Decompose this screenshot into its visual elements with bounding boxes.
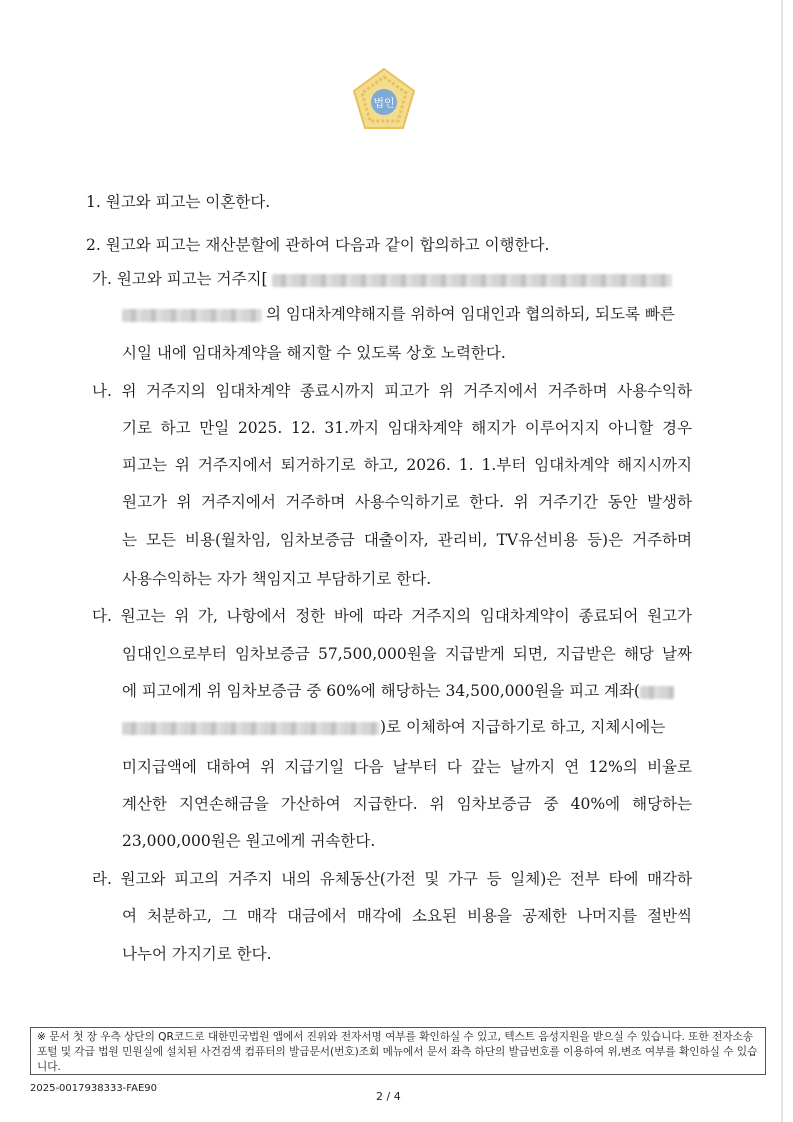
item-na-line-1: 나. 위 거주지의 임대차계약 종료시까지 피고가 위 거주지에서 거주하며 사용수익하	[92, 382, 692, 400]
item-2: 2. 원고와 피고는 재산분할에 관하여 다음과 같이 합의하고 이행한다.	[86, 236, 550, 254]
item-ra-line-2: 여 처분하고, 그 매각 대금에서 매각에 소요된 비용을 공제한 나머지를 절반씩	[122, 907, 692, 925]
redacted-bank	[640, 686, 674, 699]
page-number: 2 / 4	[376, 1090, 401, 1103]
item-da-line-3	[122, 681, 674, 701]
item-ga-text-1: 가. 원고와 피고는 거주지[	[92, 270, 268, 288]
item-ra-line-1: 라. 원고와 피고의 거주지 내의 유체동산(가전 및 가구 등 일체)은 전부 타에 매각하	[92, 870, 692, 888]
redacted-account	[122, 722, 380, 735]
item-da-line-4	[122, 717, 665, 737]
document-issue-number: 2025-0017938333-FAE90	[30, 1083, 158, 1094]
item-da-line-2: 임대인으로부터 임차보증금 57,500,000원을 지급받게 되면, 지급받은 해당 날짜	[122, 645, 692, 663]
item-ga-line-3: 시일 내에 임대차계약을 해지할 수 있도록 상호 노력한다.	[122, 344, 506, 362]
item-na-line-3: 피고는 위 거주지에서 퇴거하기로 하고, 2026. 1. 1.부터 임대차계약 해지시까지	[122, 456, 692, 474]
item-da-text-4: )로 이체하여 지급하기로 하고, 지체시에는	[380, 718, 666, 736]
item-da-line-5: 미지급액에 대하여 위 지급기일 다음 날부터 다 갚는 날까지 연 12%의 비율로	[122, 758, 692, 776]
item-na-line-2: 기로 하고 만일 2025. 12. 31.까지 임대차계약 해지가 이루어지지 아니할 경우	[122, 419, 692, 437]
item-ra-line-3: 나누어 가지기로 한다.	[122, 945, 272, 963]
item-ga-line-2	[122, 304, 675, 324]
item-ga-text-2: 의 임대차계약해지를 위하여 임대인과 협의하되, 되도록 빠른	[266, 305, 675, 323]
item-ga-line-1	[92, 269, 672, 289]
item-da-line-7: 23,000,000원은 원고에게 귀속한다.	[122, 832, 376, 850]
item-na-line-5: 는 모든 비용(월차임, 임차보증금 대출이자, 관리비, TV유선비용 등)은 거주하며	[122, 531, 692, 549]
item-na-line-6: 사용수익하는 자가 책임지고 부담하기로 한다.	[122, 570, 432, 588]
scan-edge-line	[781, 0, 783, 1122]
court-seal-logo	[350, 66, 418, 134]
item-da-text-3: 에 피고에게 위 임차보증금 중 60%에 해당하는 34,500,000원을 피고 계좌(	[122, 682, 640, 700]
redacted-address-cont	[122, 309, 262, 322]
verification-notice: ※ 문서 첫 장 우측 상단의 QR코드로 대한민국법원 앱에서 진위와 전자서명 여부를 확인하실 수 있고, 텍스트 음성지원을 받으실 수 있습니다. 또한 전자소송포털 및 각급 법원 민원실에 설치된 사건검색 컴퓨터의 발급문서(번호)조회 메뉴에서 문서 좌측 하단의 발급번호를 이용하여 위,변조 여부를 확인하실 수 있습니다.	[30, 1027, 766, 1075]
item-da-line-1: 다. 원고는 위 가, 나항에서 정한 바에 따라 거주지의 임대차계약이 종료되어 원고가	[92, 607, 692, 625]
item-na-line-4: 원고가 위 거주지에서 거주하며 사용수익하기로 한다. 위 거주기간 동안 발생하	[122, 493, 692, 511]
item-1: 1. 원고와 피고는 이혼한다.	[86, 193, 271, 211]
redacted-address	[272, 274, 672, 287]
seal-text: 법인	[373, 96, 395, 110]
item-da-line-6: 계산한 지연손해금을 가산하여 지급한다. 위 임차보증금 중 40%에 해당하는	[122, 795, 692, 813]
